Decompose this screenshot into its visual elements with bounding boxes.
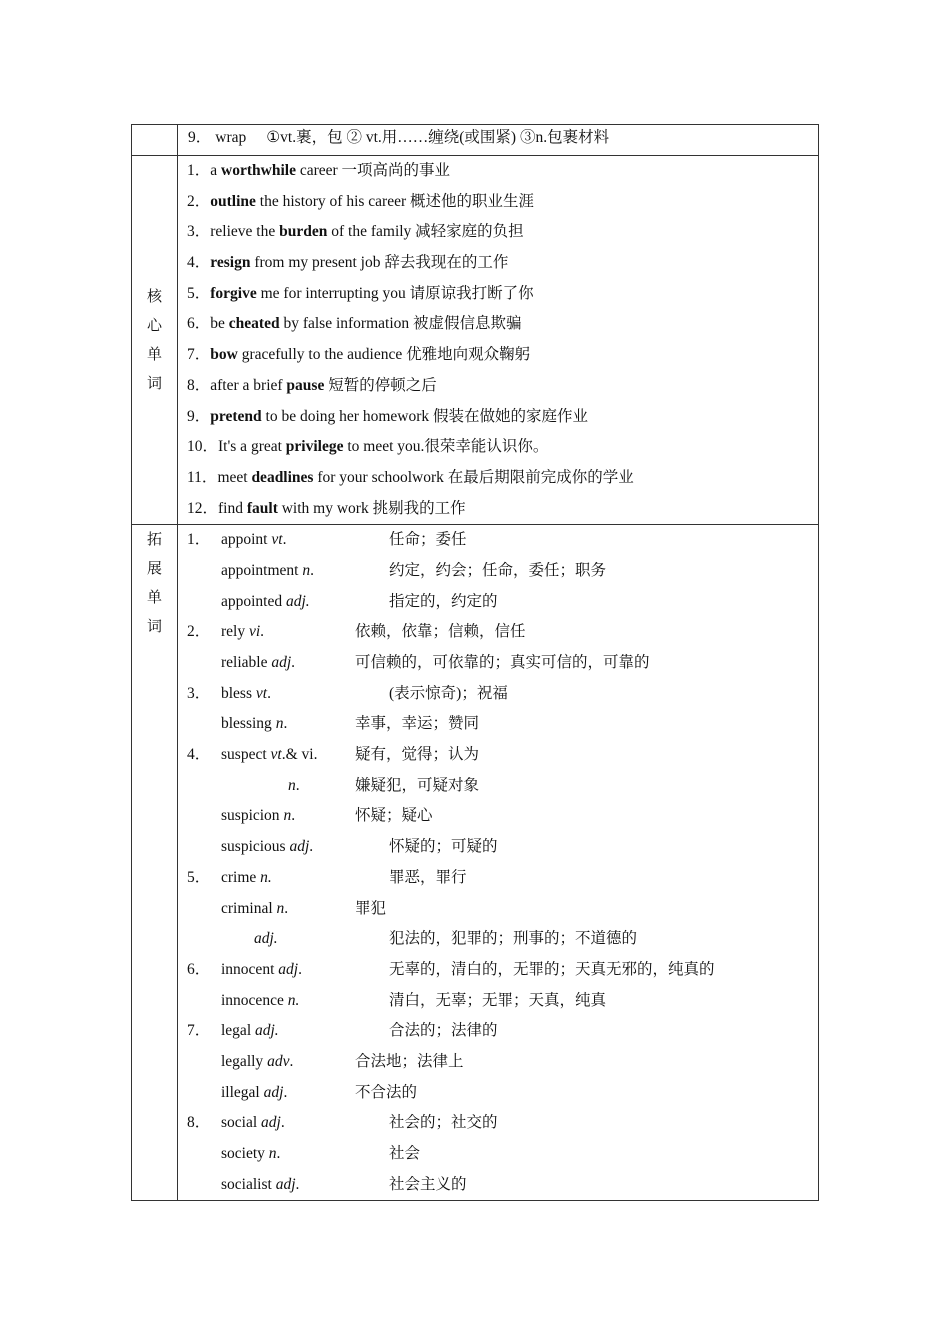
core-item — [187, 371, 818, 402]
item-keyword: fault — [246, 499, 278, 517]
item-meaning: 罪犯 — [355, 899, 387, 917]
pos-tail: .& vi. — [281, 746, 318, 764]
item-keyword: resign — [210, 254, 251, 272]
item-keyword: deadlines — [251, 468, 314, 486]
vocabulary-table — [131, 124, 819, 1201]
item-meaning: 怀疑的；可疑的 — [389, 838, 498, 856]
item-num: 4． — [187, 254, 211, 272]
item-num: 10． — [187, 438, 219, 456]
ext-item — [187, 617, 818, 648]
pos-tail: . — [280, 1114, 285, 1132]
ext-item — [187, 801, 818, 832]
part-of-speech: n — [302, 561, 311, 579]
item-num: 5． — [187, 284, 211, 302]
ext-item — [187, 1170, 818, 1201]
item-word — [221, 556, 314, 587]
item-post: me for interrupting you 请原谅我打断了你 — [256, 284, 534, 302]
item-meaning: 无辜的，清白的，无罪的；天真无邪的，纯真的 — [389, 960, 715, 978]
part-of-speech: adj. — [255, 1022, 279, 1040]
item-num: 2． — [187, 192, 211, 210]
pos-tail: . — [267, 684, 271, 702]
core-item — [187, 217, 818, 248]
row-wrap — [132, 125, 818, 156]
item-post: gracefully to the audience 优雅地向观众鞠躬 — [237, 346, 531, 364]
item-pre: find — [218, 499, 247, 517]
part-of-speech: n — [276, 899, 285, 917]
item-word — [254, 924, 278, 955]
item-num: 3． — [187, 223, 211, 241]
label-char: 核 — [146, 287, 162, 306]
ext-label — [132, 525, 178, 1200]
item-keyword: privilege — [285, 438, 344, 456]
ext-item — [187, 556, 818, 587]
part-of-speech: vi — [248, 623, 261, 641]
item-num: 7． — [187, 346, 211, 364]
item-num: 8． — [187, 376, 211, 394]
item-keyword: forgive — [210, 284, 257, 302]
item-num: 6． — [187, 960, 211, 978]
item-word — [221, 617, 264, 648]
item-word — [221, 709, 287, 740]
ext-item — [187, 863, 818, 894]
item-num: 1． — [187, 531, 211, 549]
word-text: appointment — [221, 561, 303, 579]
word-text: bless — [221, 684, 256, 702]
ext-item — [187, 1078, 818, 1109]
word-text: innocent — [221, 960, 279, 978]
item-keyword: pause — [286, 376, 325, 394]
item-meaning: 合法地；法律上 — [355, 1052, 464, 1070]
ext-section — [132, 525, 818, 1200]
item-num: 3． — [187, 684, 211, 702]
pos-tail: . — [310, 561, 314, 579]
pos-tail: . — [284, 899, 289, 917]
ext-item — [187, 924, 818, 955]
item-keyword: cheated — [228, 315, 280, 333]
word-text: appoint — [221, 531, 272, 549]
part-of-speech: adj — [289, 838, 310, 856]
item-keyword: worthwhile — [221, 162, 296, 179]
core-item — [187, 279, 818, 310]
item-post: the history of his career 概述他的职业生涯 — [255, 192, 535, 210]
word-text: innocence — [221, 991, 288, 1009]
ext-list — [178, 525, 818, 1200]
item-meaning: 可信赖的，可依靠的；真实可信的，可靠的 — [355, 654, 650, 671]
pos-tail: . — [283, 1083, 288, 1101]
wrap-content — [178, 125, 818, 155]
label-char: 心 — [146, 316, 162, 335]
item-word — [221, 1170, 299, 1201]
item-pre: relieve the — [210, 223, 280, 241]
ext-item — [187, 771, 818, 802]
item-meaning: 不合法的 — [355, 1083, 418, 1101]
item-word — [221, 1139, 280, 1170]
ext-item — [187, 1108, 818, 1139]
core-item — [187, 402, 818, 433]
item-word — [221, 587, 310, 618]
item-meaning: 嫌疑犯，可疑对象 — [355, 776, 480, 794]
pos-tail: . — [309, 838, 314, 856]
item-post: career 一项高尚的事业 — [295, 162, 451, 179]
item-meaning: 约定，约会；任命，委任；职务 — [389, 561, 607, 579]
part-of-speech: adj — [263, 1083, 284, 1101]
label-char: 展 — [146, 559, 162, 578]
word-text: social — [221, 1114, 262, 1132]
core-section — [132, 156, 818, 525]
pos-tail: . — [260, 623, 265, 641]
part-of-speech: n. — [287, 991, 300, 1009]
pos-tail: . — [295, 776, 300, 794]
part-of-speech: adj — [271, 654, 292, 671]
item-meaning: 怀疑；疑心 — [355, 807, 433, 825]
item-post: 短暂的停顿之后 — [324, 376, 437, 394]
wrap-line — [187, 125, 818, 155]
part-of-speech: n — [288, 776, 296, 794]
part-of-speech: adj — [278, 960, 299, 978]
item-num: 8． — [187, 1114, 211, 1132]
label-char: 拓 — [146, 530, 162, 549]
pos-tail: . — [282, 531, 287, 549]
pos-tail: . — [276, 1145, 281, 1162]
pos-tail: . — [289, 1052, 294, 1070]
part-of-speech: n — [268, 1145, 277, 1162]
wrap-num: 9． — [188, 129, 212, 146]
pos-tail: . — [295, 1175, 300, 1193]
word-text: appointed — [221, 592, 286, 610]
ext-item — [187, 894, 818, 925]
ext-item — [187, 986, 818, 1017]
item-meaning: 社会主义的 — [389, 1175, 467, 1193]
word-text: crime — [221, 868, 261, 886]
item-meaning: 指定的，约定的 — [389, 592, 498, 610]
core-item — [187, 187, 818, 218]
part-of-speech: adj — [261, 1114, 281, 1132]
part-of-speech: adj. — [286, 592, 310, 610]
pos-tail: . — [283, 715, 288, 733]
item-keyword: outline — [210, 192, 256, 210]
item-meaning: 任命；委任 — [389, 531, 467, 549]
item-num: 9． — [187, 407, 211, 425]
item-word — [221, 863, 272, 894]
item-meaning: 幸事，幸运；赞同 — [355, 715, 480, 733]
ext-item — [187, 525, 818, 556]
word-text: blessing — [221, 715, 276, 733]
wrap-def: ①vt.裹，包 ② vt.用……缠绕(或围紧) ③n.包裹材料 — [266, 129, 610, 146]
part-of-speech: n. — [260, 868, 272, 886]
ext-item — [187, 1047, 818, 1078]
core-item — [187, 432, 818, 463]
core-item — [187, 156, 818, 187]
item-word — [221, 1108, 285, 1139]
part-of-speech: adj. — [254, 930, 278, 948]
part-of-speech: n — [275, 715, 284, 733]
ext-item — [187, 648, 818, 679]
label-char: 单 — [146, 345, 162, 364]
core-label — [132, 156, 178, 524]
ext-item — [187, 740, 818, 771]
part-of-speech: vt — [271, 531, 283, 549]
item-num: 11． — [187, 468, 218, 486]
item-post: for your schoolwork 在最后期限前完成你的学业 — [313, 468, 634, 486]
word-text: suspect — [221, 746, 271, 764]
part-of-speech: vt — [270, 746, 282, 764]
item-pre: after a brief — [210, 376, 287, 394]
wrap-word: wrap — [215, 129, 247, 146]
pos-tail: . — [298, 960, 302, 978]
word-text: reliable — [221, 654, 272, 671]
core-item — [187, 248, 818, 279]
ext-item — [187, 1016, 818, 1047]
item-keyword: pretend — [210, 407, 262, 425]
item-meaning: 罪恶，罪行 — [389, 868, 467, 886]
item-word — [221, 648, 295, 679]
word-text: society — [221, 1145, 269, 1162]
ext-item — [187, 679, 818, 710]
core-item — [187, 309, 818, 340]
ext-item — [187, 1139, 818, 1170]
item-word — [221, 832, 313, 863]
item-num: 4． — [187, 746, 211, 764]
item-meaning: 社会的；社交的 — [389, 1114, 498, 1132]
part-of-speech: adj — [275, 1175, 296, 1193]
item-meaning: 犯法的，犯罪的；刑事的；不道德的 — [389, 930, 638, 948]
item-word — [221, 525, 286, 556]
core-item — [187, 494, 818, 525]
empty-label-cell — [132, 125, 178, 155]
pos-tail: . — [291, 807, 296, 825]
word-text: rely — [221, 623, 249, 641]
item-post: to be doing her homework 假装在做她的家庭作业 — [261, 407, 588, 425]
item-num: 6． — [187, 315, 211, 333]
item-num: 12． — [187, 499, 219, 517]
ext-item — [187, 587, 818, 618]
item-pre: It's a great — [218, 438, 286, 456]
ext-item — [187, 709, 818, 740]
word-text: legally — [221, 1052, 268, 1070]
word-text: suspicious — [221, 838, 290, 856]
item-word — [221, 1047, 293, 1078]
item-word — [221, 894, 288, 925]
word-text: criminal — [221, 899, 277, 917]
part-of-speech: n — [283, 807, 292, 825]
word-text: suspicion — [221, 807, 284, 825]
item-pre: be — [210, 315, 229, 333]
core-list — [178, 156, 818, 524]
word-text: socialist — [221, 1175, 276, 1193]
item-num: 7． — [187, 1022, 211, 1040]
item-meaning: 清白，无辜；无罪；天真，纯真 — [389, 991, 607, 1009]
item-word — [221, 955, 302, 986]
item-pre: a — [210, 162, 222, 179]
item-meaning: 合法的；法律的 — [389, 1022, 498, 1040]
item-post: with my work 挑剔我的工作 — [277, 499, 466, 517]
item-word — [221, 1078, 287, 1109]
item-meaning: (表示惊奇)；祝福 — [389, 684, 508, 702]
item-num: 2． — [187, 623, 211, 641]
part-of-speech: vt — [255, 684, 268, 702]
item-word — [221, 740, 317, 771]
pos-tail: . — [291, 654, 296, 671]
item-post: to meet you.很荣幸能认识你。 — [343, 438, 549, 456]
item-keyword: bow — [210, 346, 238, 364]
item-meaning: 疑有，觉得；认为 — [355, 746, 480, 764]
item-keyword: burden — [279, 223, 328, 241]
label-char: 词 — [146, 374, 162, 393]
label-char: 词 — [146, 617, 162, 636]
item-pre: meet — [217, 468, 252, 486]
item-word — [221, 1016, 279, 1047]
word-text: illegal — [221, 1083, 264, 1101]
ext-item — [187, 832, 818, 863]
ext-item — [187, 955, 818, 986]
word-text: legal — [221, 1022, 255, 1040]
core-item — [187, 463, 818, 494]
item-num: 5． — [187, 868, 211, 886]
core-item — [187, 340, 818, 371]
item-meaning: 社会 — [389, 1145, 421, 1162]
part-of-speech: adv — [267, 1052, 290, 1070]
item-word — [221, 801, 295, 832]
item-post: by false information 被虚假信息欺骗 — [279, 315, 522, 333]
item-word — [221, 679, 271, 710]
item-post: of the family 减轻家庭的负担 — [327, 223, 524, 241]
item-meaning: 依赖，依靠；信赖，信任 — [355, 623, 526, 641]
item-post: from my present job 辞去我现在的工作 — [250, 254, 509, 272]
item-word — [288, 771, 300, 802]
label-char: 单 — [146, 588, 162, 607]
item-word — [221, 986, 299, 1017]
item-num: 1． — [187, 162, 211, 179]
